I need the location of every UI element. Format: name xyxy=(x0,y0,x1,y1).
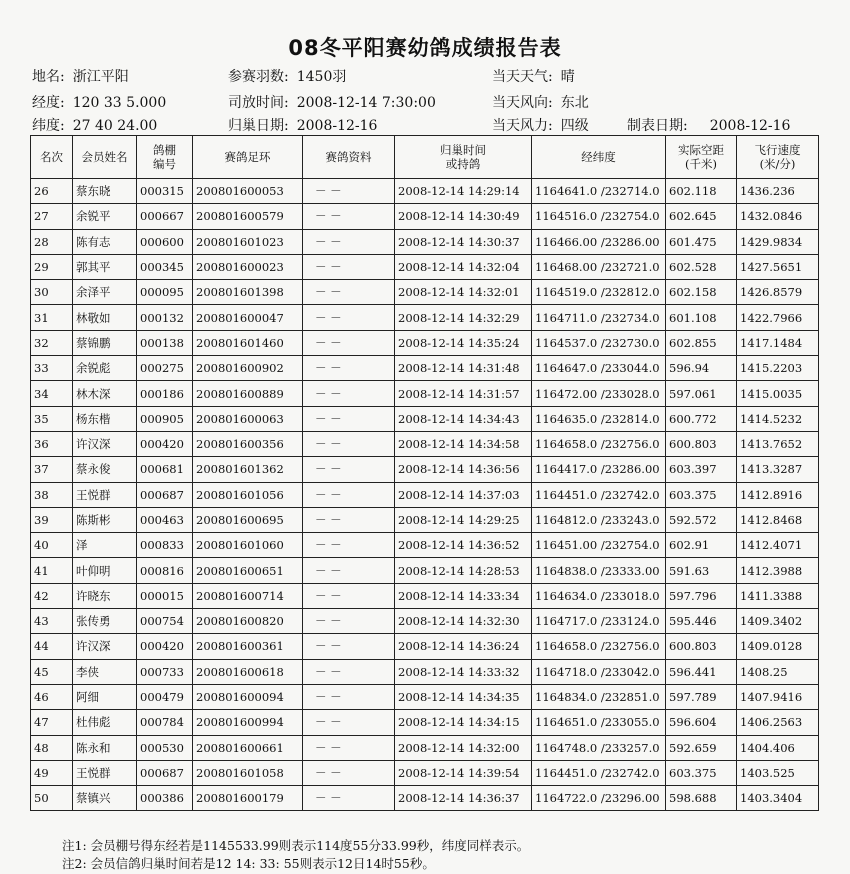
return-time-cell: 2008-12-14 14:31:48 xyxy=(395,356,532,381)
return-time-cell: 2008-12-14 14:29:25 xyxy=(395,507,532,532)
count-info xyxy=(228,66,346,86)
loft-cell: 000463 xyxy=(137,507,193,532)
header-loft: 鸽棚 编号 xyxy=(137,136,193,179)
pigeon-info-cell: － － xyxy=(303,659,395,684)
return-time-cell: 2008-12-14 14:29:14 xyxy=(395,179,532,204)
loft-cell: 000905 xyxy=(137,406,193,431)
coords-cell: 1164641.0 /232714.0 xyxy=(532,179,666,204)
distance-cell: 601.108 xyxy=(666,305,737,330)
coords-cell: 1164516.0 /232754.0 xyxy=(532,204,666,229)
distance-cell: 603.375 xyxy=(666,482,737,507)
location-info xyxy=(32,66,129,86)
speed-cell: 1429.9834 xyxy=(737,229,819,254)
loft-cell: 000530 xyxy=(137,735,193,760)
ring-cell: 200801600714 xyxy=(193,583,303,608)
return-time-cell: 2008-12-14 14:32:30 xyxy=(395,609,532,634)
header-rank: 名次 xyxy=(31,136,73,179)
speed-cell: 1426.8579 xyxy=(737,280,819,305)
speed-cell: 1412.3988 xyxy=(737,558,819,583)
loft-cell: 000816 xyxy=(137,558,193,583)
coords-cell: 1164834.0 /232851.0 xyxy=(532,684,666,709)
distance-cell: 600.803 xyxy=(666,634,737,659)
member-name-cell: 郭其平 xyxy=(73,254,137,279)
distance-cell: 596.94 xyxy=(666,356,737,381)
loft-cell: 000015 xyxy=(137,583,193,608)
table-row xyxy=(31,710,819,735)
table-row xyxy=(31,305,819,330)
weather-label: 当天天气: xyxy=(492,69,553,85)
ring-cell: 200801600651 xyxy=(193,558,303,583)
coords-cell: 1164417.0 /23286.00 xyxy=(532,457,666,482)
loft-cell: 000095 xyxy=(137,280,193,305)
coords-cell: 1164812.0 /233243.0 xyxy=(532,507,666,532)
speed-cell: 1427.5651 xyxy=(737,254,819,279)
table-row xyxy=(31,330,819,355)
wind-force-label: 当天风力: xyxy=(492,118,553,134)
rank-cell: 48 xyxy=(31,735,73,760)
loft-cell: 000667 xyxy=(137,204,193,229)
return-time-cell: 2008-12-14 14:33:32 xyxy=(395,659,532,684)
speed-cell: 1407.9416 xyxy=(737,684,819,709)
table-header-row xyxy=(31,136,819,179)
member-name-cell: 陈斯彬 xyxy=(73,507,137,532)
header-coords: 经纬度 xyxy=(532,136,666,179)
rank-cell: 40 xyxy=(31,533,73,558)
pigeon-info-cell: － － xyxy=(303,735,395,760)
rank-cell: 27 xyxy=(31,204,73,229)
coords-cell: 116451.00 /232754.0 xyxy=(532,533,666,558)
table-row xyxy=(31,634,819,659)
pigeon-info-cell: － － xyxy=(303,381,395,406)
pigeon-info-cell: － － xyxy=(303,760,395,785)
loft-cell: 000315 xyxy=(137,179,193,204)
pigeon-info-cell: － － xyxy=(303,786,395,811)
count-value: 1450羽 xyxy=(296,69,347,85)
ring-cell: 200801600047 xyxy=(193,305,303,330)
made-date-label: 制表日期: xyxy=(627,118,688,134)
speed-cell: 1415.0035 xyxy=(737,381,819,406)
member-name-cell: 蔡镇兴 xyxy=(73,786,137,811)
coords-cell: 1164634.0 /233018.0 xyxy=(532,583,666,608)
rank-cell: 34 xyxy=(31,381,73,406)
speed-cell: 1415.2203 xyxy=(737,356,819,381)
pigeon-info-cell: － － xyxy=(303,229,395,254)
speed-cell: 1436.236 xyxy=(737,179,819,204)
member-name-cell: 泽 xyxy=(73,533,137,558)
speed-cell: 1409.0128 xyxy=(737,634,819,659)
ring-cell: 200801600023 xyxy=(193,254,303,279)
header-ring: 赛鸽足环 xyxy=(193,136,303,179)
loft-cell: 000420 xyxy=(137,431,193,456)
coords-cell: 1164451.0 /232742.0 xyxy=(532,482,666,507)
member-name-cell: 蔡东晓 xyxy=(73,179,137,204)
rank-cell: 45 xyxy=(31,659,73,684)
distance-cell: 603.375 xyxy=(666,760,737,785)
return-time-cell: 2008-12-14 14:35:24 xyxy=(395,330,532,355)
member-name-cell: 余锐平 xyxy=(73,204,137,229)
return-time-cell: 2008-12-14 14:32:29 xyxy=(395,305,532,330)
coords-cell: 116466.00 /23286.00 xyxy=(532,229,666,254)
coords-cell: 1164635.0 /232814.0 xyxy=(532,406,666,431)
return-time-cell: 2008-12-14 14:36:52 xyxy=(395,533,532,558)
pigeon-info-cell: － － xyxy=(303,482,395,507)
table-row xyxy=(31,533,819,558)
table-row xyxy=(31,735,819,760)
rank-cell: 26 xyxy=(31,179,73,204)
coords-cell: 1164718.0 /233042.0 xyxy=(532,659,666,684)
coords-cell: 1164711.0 /232734.0 xyxy=(532,305,666,330)
distance-cell: 602.91 xyxy=(666,533,737,558)
page-title: 08冬平阳赛幼鸽成绩报告表 xyxy=(288,36,562,60)
member-name-cell: 杜伟彪 xyxy=(73,710,137,735)
coords-cell: 1164717.0 /233124.0 xyxy=(532,609,666,634)
distance-cell: 600.772 xyxy=(666,406,737,431)
loft-cell: 000386 xyxy=(137,786,193,811)
loft-cell: 000186 xyxy=(137,381,193,406)
table-row xyxy=(31,280,819,305)
distance-cell: 596.604 xyxy=(666,710,737,735)
rank-cell: 36 xyxy=(31,431,73,456)
ring-cell: 200801601362 xyxy=(193,457,303,482)
ring-cell: 200801601056 xyxy=(193,482,303,507)
rank-cell: 33 xyxy=(31,356,73,381)
pigeon-info-cell: － － xyxy=(303,558,395,583)
speed-cell: 1412.8468 xyxy=(737,507,819,532)
ring-cell: 200801600661 xyxy=(193,735,303,760)
pigeon-info-cell: － － xyxy=(303,507,395,532)
speed-cell: 1412.8916 xyxy=(737,482,819,507)
speed-cell: 1413.3287 xyxy=(737,457,819,482)
pigeon-info-cell: － － xyxy=(303,684,395,709)
pigeon-info-cell: － － xyxy=(303,583,395,608)
ring-cell: 200801600889 xyxy=(193,381,303,406)
coords-cell: 1164722.0 /23296.00 xyxy=(532,786,666,811)
speed-cell: 1417.1484 xyxy=(737,330,819,355)
header-member: 会员姓名 xyxy=(73,136,137,179)
longitude-value: 120 33 5.000 xyxy=(72,95,167,111)
return-time-cell: 2008-12-14 14:39:54 xyxy=(395,760,532,785)
pigeon-info-cell: － － xyxy=(303,457,395,482)
header-time: 归巢时间 或持鸽 xyxy=(395,136,532,179)
ring-cell: 200801601460 xyxy=(193,330,303,355)
release-info xyxy=(228,92,436,112)
coords-cell: 1164519.0 /232812.0 xyxy=(532,280,666,305)
return-time-cell: 2008-12-14 14:32:04 xyxy=(395,254,532,279)
loft-cell: 000345 xyxy=(137,254,193,279)
distance-cell: 598.688 xyxy=(666,786,737,811)
member-name-cell: 许晓东 xyxy=(73,583,137,608)
coords-cell: 1164647.0 /233044.0 xyxy=(532,356,666,381)
return-label: 归巢日期: xyxy=(228,118,289,134)
location-label: 地名: xyxy=(32,69,65,85)
member-name-cell: 阿细 xyxy=(73,684,137,709)
table-row xyxy=(31,583,819,608)
return-time-cell: 2008-12-14 14:28:53 xyxy=(395,558,532,583)
rank-cell: 32 xyxy=(31,330,73,355)
ring-cell: 200801600356 xyxy=(193,431,303,456)
loft-cell: 000420 xyxy=(137,634,193,659)
loft-cell: 000687 xyxy=(137,482,193,507)
distance-cell: 595.446 xyxy=(666,609,737,634)
distance-cell: 597.061 xyxy=(666,381,737,406)
table-row xyxy=(31,457,819,482)
return-value: 2008-12-16 xyxy=(296,118,378,134)
table-row xyxy=(31,760,819,785)
weather-value: 晴 xyxy=(560,69,575,85)
return-time-cell: 2008-12-14 14:37:03 xyxy=(395,482,532,507)
speed-cell: 1411.3388 xyxy=(737,583,819,608)
pigeon-info-cell: － － xyxy=(303,305,395,330)
loft-cell: 000784 xyxy=(137,710,193,735)
distance-cell: 602.528 xyxy=(666,254,737,279)
pigeon-info-cell: － － xyxy=(303,330,395,355)
ring-cell: 200801600179 xyxy=(193,786,303,811)
table-row xyxy=(31,558,819,583)
ring-cell: 200801601060 xyxy=(193,533,303,558)
ring-cell: 200801600618 xyxy=(193,659,303,684)
coords-cell: 1164748.0 /233257.0 xyxy=(532,735,666,760)
note-1: 注1: 会员棚号得东经若是1145533.99则表示114度55分33.99秒，纬度同样表示。 xyxy=(62,838,530,853)
distance-cell: 602.118 xyxy=(666,179,737,204)
rank-cell: 44 xyxy=(31,634,73,659)
table-row xyxy=(31,356,819,381)
loft-cell: 000733 xyxy=(137,659,193,684)
member-name-cell: 许汉深 xyxy=(73,431,137,456)
member-name-cell: 李侠 xyxy=(73,659,137,684)
loft-cell: 000132 xyxy=(137,305,193,330)
return-time-cell: 2008-12-14 14:31:57 xyxy=(395,381,532,406)
table-row xyxy=(31,431,819,456)
pigeon-info-cell: － － xyxy=(303,406,395,431)
rank-cell: 47 xyxy=(31,710,73,735)
ring-cell: 200801600361 xyxy=(193,634,303,659)
table-row xyxy=(31,482,819,507)
table-row xyxy=(31,684,819,709)
distance-cell: 601.475 xyxy=(666,229,737,254)
table-row xyxy=(31,179,819,204)
ring-cell: 200801600053 xyxy=(193,179,303,204)
made-date-info xyxy=(627,115,790,135)
wind-force-value: 四级 xyxy=(560,118,589,134)
ring-cell: 200801600902 xyxy=(193,356,303,381)
return-time-cell: 2008-12-14 14:36:37 xyxy=(395,786,532,811)
member-name-cell: 余锐彪 xyxy=(73,356,137,381)
ring-cell: 200801600695 xyxy=(193,507,303,532)
rank-cell: 31 xyxy=(31,305,73,330)
coords-cell: 1164537.0 /232730.0 xyxy=(532,330,666,355)
ring-cell: 200801600094 xyxy=(193,684,303,709)
member-name-cell: 叶仰明 xyxy=(73,558,137,583)
coords-cell: 1164838.0 /23333.00 xyxy=(532,558,666,583)
ring-cell: 200801600579 xyxy=(193,204,303,229)
header-info: 赛鸽资料 xyxy=(303,136,395,179)
return-time-cell: 2008-12-14 14:34:58 xyxy=(395,431,532,456)
count-label: 参赛羽数: xyxy=(228,69,289,85)
distance-cell: 602.645 xyxy=(666,204,737,229)
return-info xyxy=(228,115,377,135)
return-time-cell: 2008-12-14 14:36:24 xyxy=(395,634,532,659)
coords-cell: 1164658.0 /232756.0 xyxy=(532,431,666,456)
rank-cell: 42 xyxy=(31,583,73,608)
wind-dir-label: 当天风向: xyxy=(492,95,553,111)
loft-cell: 000479 xyxy=(137,684,193,709)
ring-cell: 200801601398 xyxy=(193,280,303,305)
return-time-cell: 2008-12-14 14:34:43 xyxy=(395,406,532,431)
pigeon-info-cell: － － xyxy=(303,356,395,381)
pigeon-info-cell: － － xyxy=(303,710,395,735)
distance-cell: 592.659 xyxy=(666,735,737,760)
location-value: 浙江平阳 xyxy=(72,69,129,85)
ring-cell: 200801600994 xyxy=(193,710,303,735)
member-name-cell: 张传勇 xyxy=(73,609,137,634)
loft-cell: 000275 xyxy=(137,356,193,381)
pigeon-info-cell: － － xyxy=(303,533,395,558)
made-date-value: 2008-12-16 xyxy=(709,118,791,134)
distance-cell: 596.441 xyxy=(666,659,737,684)
pigeon-info-cell: － － xyxy=(303,609,395,634)
speed-cell: 1406.2563 xyxy=(737,710,819,735)
loft-cell: 000833 xyxy=(137,533,193,558)
member-name-cell: 余泽平 xyxy=(73,280,137,305)
header-speed: 飞行速度 (米/分) xyxy=(737,136,819,179)
speed-cell: 1413.7652 xyxy=(737,431,819,456)
rank-cell: 46 xyxy=(31,684,73,709)
member-name-cell: 王悦群 xyxy=(73,482,137,507)
pigeon-info-cell: － － xyxy=(303,634,395,659)
coords-cell: 1164658.0 /232756.0 xyxy=(532,634,666,659)
return-time-cell: 2008-12-14 14:36:56 xyxy=(395,457,532,482)
table-row xyxy=(31,381,819,406)
loft-cell: 000681 xyxy=(137,457,193,482)
return-time-cell: 2008-12-14 14:33:34 xyxy=(395,583,532,608)
rank-cell: 35 xyxy=(31,406,73,431)
loft-cell: 000754 xyxy=(137,609,193,634)
release-label: 司放时间: xyxy=(228,95,289,111)
speed-cell: 1403.525 xyxy=(737,760,819,785)
header-distance: 实际空距 (千米) xyxy=(666,136,737,179)
table-row xyxy=(31,204,819,229)
distance-cell: 600.803 xyxy=(666,431,737,456)
rank-cell: 50 xyxy=(31,786,73,811)
note-2: 注2: 会员信鸽归巢时间若是12 14: 33: 55则表示12日14时55秒。 xyxy=(62,856,435,871)
release-value: 2008-12-14 7:30:00 xyxy=(296,95,436,111)
rank-cell: 28 xyxy=(31,229,73,254)
rank-cell: 41 xyxy=(31,558,73,583)
speed-cell: 1432.0846 xyxy=(737,204,819,229)
coords-cell: 1164451.0 /232742.0 xyxy=(532,760,666,785)
member-name-cell: 王悦群 xyxy=(73,760,137,785)
ring-cell: 200801601023 xyxy=(193,229,303,254)
member-name-cell: 陈有志 xyxy=(73,229,137,254)
member-name-cell: 许汉深 xyxy=(73,634,137,659)
distance-cell: 591.63 xyxy=(666,558,737,583)
pigeon-info-cell: － － xyxy=(303,204,395,229)
distance-cell: 592.572 xyxy=(666,507,737,532)
table-row xyxy=(31,786,819,811)
ring-cell: 200801600063 xyxy=(193,406,303,431)
ring-cell: 200801601058 xyxy=(193,760,303,785)
return-time-cell: 2008-12-14 14:32:01 xyxy=(395,280,532,305)
table-row xyxy=(31,609,819,634)
rank-cell: 30 xyxy=(31,280,73,305)
return-time-cell: 2008-12-14 14:30:37 xyxy=(395,229,532,254)
member-name-cell: 陈永和 xyxy=(73,735,137,760)
longitude-info xyxy=(32,92,166,112)
weather-info xyxy=(492,66,575,86)
return-time-cell: 2008-12-14 14:34:15 xyxy=(395,710,532,735)
table-row xyxy=(31,507,819,532)
loft-cell: 000600 xyxy=(137,229,193,254)
distance-cell: 597.789 xyxy=(666,684,737,709)
speed-cell: 1414.5232 xyxy=(737,406,819,431)
return-time-cell: 2008-12-14 14:30:49 xyxy=(395,204,532,229)
pigeon-info-cell: － － xyxy=(303,179,395,204)
member-name-cell: 杨东楷 xyxy=(73,406,137,431)
speed-cell: 1403.3404 xyxy=(737,786,819,811)
distance-cell: 597.796 xyxy=(666,583,737,608)
loft-cell: 000687 xyxy=(137,760,193,785)
table-row xyxy=(31,406,819,431)
wind-dir-value: 东北 xyxy=(560,95,589,111)
speed-cell: 1404.406 xyxy=(737,735,819,760)
latitude-info xyxy=(32,115,157,135)
rank-cell: 29 xyxy=(31,254,73,279)
longitude-label: 经度: xyxy=(32,95,65,111)
coords-cell: 1164651.0 /233055.0 xyxy=(532,710,666,735)
rank-cell: 37 xyxy=(31,457,73,482)
latitude-value: 27 40 24.00 xyxy=(72,118,158,134)
latitude-label: 纬度: xyxy=(32,118,65,134)
return-time-cell: 2008-12-14 14:34:35 xyxy=(395,684,532,709)
speed-cell: 1422.7966 xyxy=(737,305,819,330)
member-name-cell: 林敬如 xyxy=(73,305,137,330)
rank-cell: 43 xyxy=(31,609,73,634)
distance-cell: 602.855 xyxy=(666,330,737,355)
table-row xyxy=(31,229,819,254)
wind-dir-info xyxy=(492,92,589,112)
ring-cell: 200801600820 xyxy=(193,609,303,634)
coords-cell: 116472.00 /233028.0 xyxy=(532,381,666,406)
rank-cell: 38 xyxy=(31,482,73,507)
return-time-cell: 2008-12-14 14:32:00 xyxy=(395,735,532,760)
coords-cell: 116468.00 /232721.0 xyxy=(532,254,666,279)
rank-cell: 49 xyxy=(31,760,73,785)
table-row xyxy=(31,659,819,684)
distance-cell: 602.158 xyxy=(666,280,737,305)
pigeon-info-cell: － － xyxy=(303,431,395,456)
speed-cell: 1412.4071 xyxy=(737,533,819,558)
member-name-cell: 林木深 xyxy=(73,381,137,406)
rank-cell: 39 xyxy=(31,507,73,532)
speed-cell: 1409.3402 xyxy=(737,609,819,634)
member-name-cell: 蔡永俊 xyxy=(73,457,137,482)
pigeon-info-cell: － － xyxy=(303,280,395,305)
results-table xyxy=(30,135,819,811)
table-row xyxy=(31,254,819,279)
speed-cell: 1408.25 xyxy=(737,659,819,684)
member-name-cell: 蔡锦鹏 xyxy=(73,330,137,355)
wind-force-info xyxy=(492,115,589,135)
loft-cell: 000138 xyxy=(137,330,193,355)
distance-cell: 603.397 xyxy=(666,457,737,482)
pigeon-info-cell: － － xyxy=(303,254,395,279)
